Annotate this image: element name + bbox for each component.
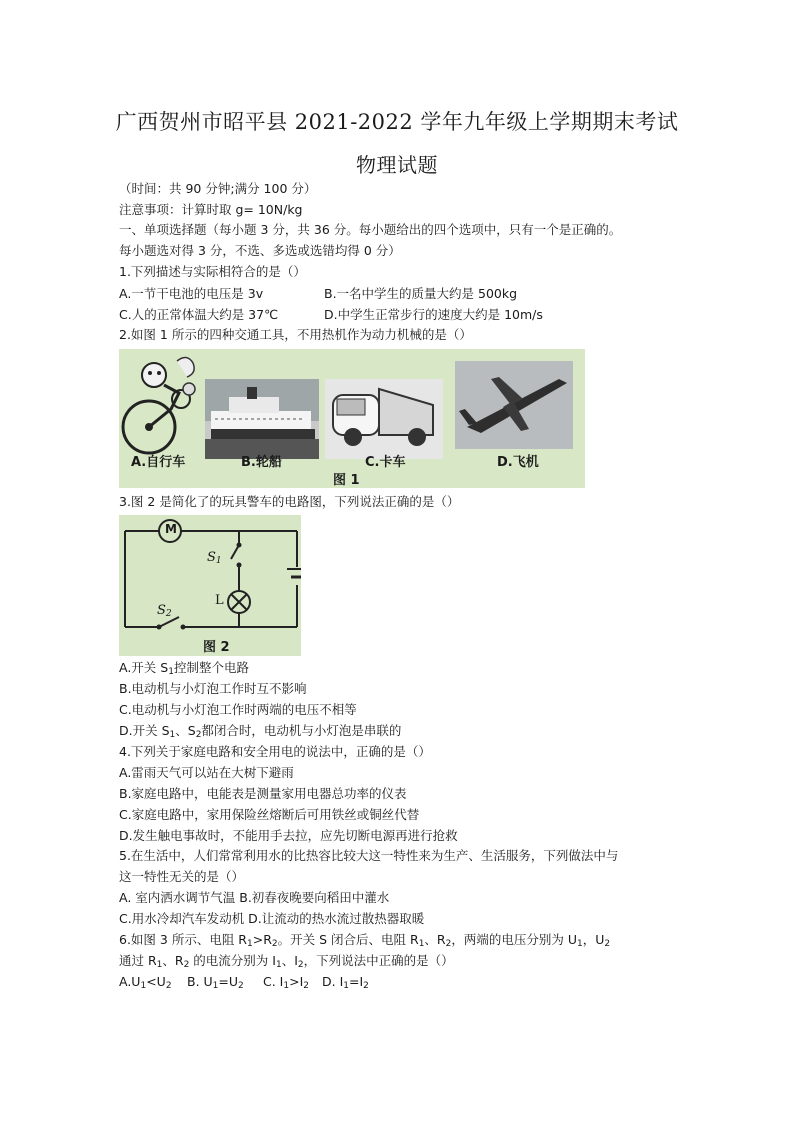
q1-option-c: C.人的正常体温大约是 37℃ bbox=[119, 307, 279, 322]
figure-1-label-c: C.卡车 bbox=[365, 455, 406, 470]
q6-stem-1: 6.如图 3 所示、电阻 $R_1>R_2$。开关 S 闭合后、电阻 $R_1$、$R_2$，两端的电压分别为 $U_1$，$U_2$ bbox=[119, 932, 611, 949]
s2-label: $S_2$ bbox=[157, 603, 172, 619]
figure-1-label-a: A.自行车 bbox=[131, 455, 186, 470]
airplane-image bbox=[455, 361, 573, 449]
figure-2 bbox=[119, 515, 301, 656]
figure-2-circuit bbox=[119, 515, 301, 656]
section1-instructions-1: 一、单项选择题（每小题 3 分，共 36 分。每小题给出的四个选项中，只有一个是正确的。 bbox=[119, 222, 622, 237]
q5-stem-1: 5.在生活中，人们常常利用水的比热容比较大这一特性来为生产、生活服务，下列做法中与 bbox=[119, 848, 619, 863]
q6-stem-2: 通过 $R_1$、$R_2$ 的电流分别为 $I_1$、$I_2$，下列说法中正确的是（） bbox=[119, 953, 454, 970]
q6-option-b: B. $U_1=U_2$ bbox=[187, 974, 244, 991]
bicycle-image bbox=[123, 357, 195, 453]
q3-option-d: D.开关 $S_1$、$S_2$都闭合时，电动机与小灯泡是串联的 bbox=[119, 723, 402, 740]
motor-label: M bbox=[165, 522, 177, 536]
figure-2-caption: 图 2 bbox=[203, 640, 230, 655]
q4-option-c: C.家庭电路中，家用保险丝熔断后可用铁丝或铜丝代替 bbox=[119, 807, 420, 822]
time-info: （时间：共 90 分钟;满分 100 分） bbox=[119, 181, 317, 196]
exam-subtitle: 物理试题 bbox=[356, 153, 438, 177]
q3-stem: 3.图 2 是简化了的玩具警车的电路图，下列说法正确的是（） bbox=[119, 494, 460, 509]
truck-image bbox=[325, 379, 443, 459]
q4-option-d: D.发生触电事故时，不能用手去拉，应先切断电源再进行抢救 bbox=[119, 828, 458, 843]
figure-1 bbox=[119, 349, 585, 488]
q3-option-a: A.开关 $S_1$控制整个电路 bbox=[119, 660, 249, 677]
q6-option-d: D. $I_1=I_2$ bbox=[322, 974, 369, 991]
q1-option-d: D.中学生正常步行的速度大约是 10m/s bbox=[324, 307, 543, 322]
notes: 注意事项：计算时取 g= 10N/kg bbox=[119, 202, 303, 217]
exam-title: 广西贺州市昭平县 2021-2022 学年九年级上学期期末考试 bbox=[115, 110, 679, 134]
q5-stem-2: 这一特性无关的是（） bbox=[119, 869, 245, 884]
q2-stem: 2.如图 1 所示的四种交通工具，不用热机作为动力机械的是（） bbox=[119, 327, 472, 342]
q5-options-cd: C.用水冷却汽车发动机 D.让流动的热水流过散热器取暖 bbox=[119, 911, 425, 926]
q5-options-ab: A. 室内洒水调节气温 B.初春夜晚要向稻田中灌水 bbox=[119, 890, 390, 905]
ship-image bbox=[205, 379, 319, 459]
figure-1-label-b: B.轮船 bbox=[241, 455, 282, 470]
q3-option-b: B.电动机与小灯泡工作时互不影响 bbox=[119, 681, 307, 696]
section1-instructions-2: 每小题选对得 3 分，不选、多选或选错均得 0 分） bbox=[119, 243, 401, 258]
q4-option-a: A.雷雨天气可以站在大树下避雨 bbox=[119, 765, 294, 780]
s1-label: $S_1$ bbox=[207, 550, 222, 566]
figure-1-label-d: D.飞机 bbox=[497, 455, 539, 470]
figure-1-caption: 图 1 bbox=[333, 473, 360, 488]
lamp-label: L bbox=[215, 593, 224, 608]
q6-option-c: C. $I_1>I_2$ bbox=[263, 974, 310, 991]
q3-option-c: C.电动机与小灯泡工作时两端的电压不相等 bbox=[119, 702, 357, 717]
q6-option-a: $A.U_1<U_2$ bbox=[119, 974, 172, 991]
q1-option-a: A.一节干电池的电压是 3v bbox=[119, 286, 264, 301]
q4-option-b: B.家庭电路中，电能表是测量家用电器总功率的仪表 bbox=[119, 786, 407, 801]
q4-stem: 4.下列关于家庭电路和安全用电的说法中，正确的是（） bbox=[119, 744, 431, 759]
q1-stem: 1.下列描述与实际相符合的是（） bbox=[119, 264, 306, 279]
q1-option-b: B.一名中学生的质量大约是 500kg bbox=[324, 286, 518, 301]
